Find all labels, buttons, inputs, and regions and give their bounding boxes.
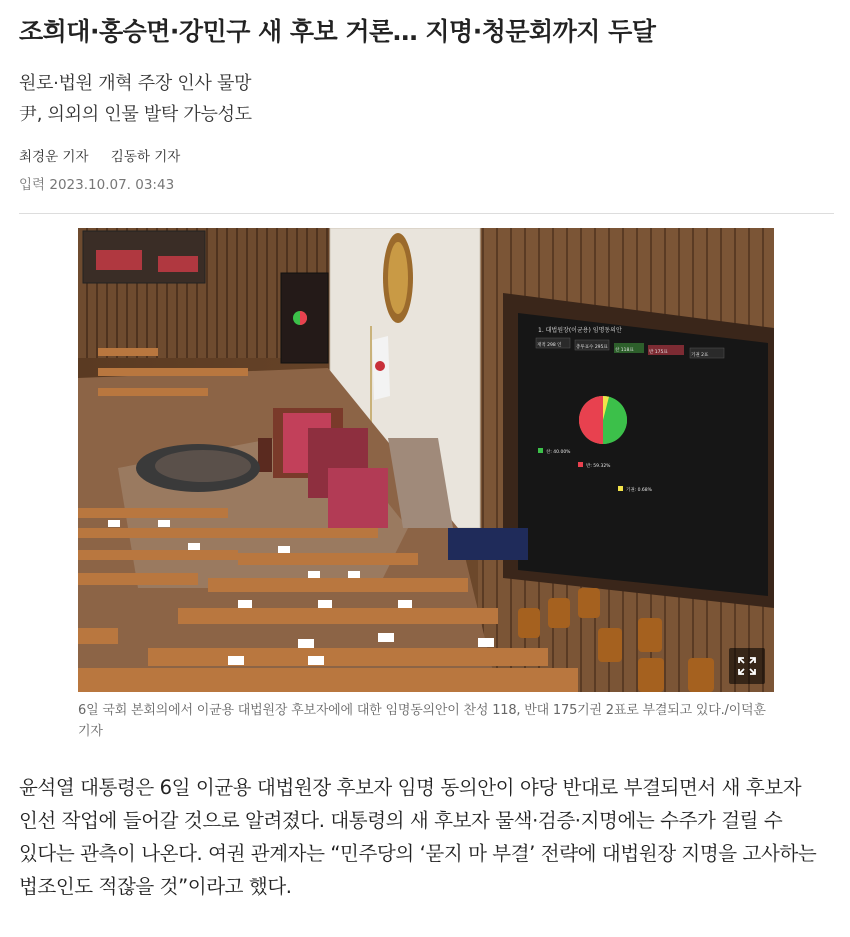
screen-legend-label: 기권: 0.68% bbox=[626, 488, 652, 493]
screen-vote-label: 찬 118표 bbox=[615, 348, 634, 353]
published-date: 입력 2023.10.07. 03:43 bbox=[19, 177, 175, 193]
subheading-2: 尹, 의외의 인물 발탁 가능성도 bbox=[19, 104, 252, 125]
screen-vote-label: 반 175표 bbox=[649, 350, 668, 355]
assembly-hall-illustration bbox=[78, 228, 774, 692]
photo-caption: 6일 국회 본회의에서 이균용 대법원장 후보자에에 대한 임명동의안이 찬성 118, 반대 175기권 2표로 부결되고 있다./이덕훈 기자 bbox=[78, 703, 766, 739]
reporter-link[interactable]: 최경운 기자 bbox=[19, 149, 89, 165]
headline: 조희대·홍승면·강민구 새 후보 거론… 지명·청문회까지 두달 bbox=[19, 17, 656, 46]
reporter-link[interactable]: 김동하 기자 bbox=[110, 149, 181, 165]
screen-vote-label: 재적 298 인 bbox=[537, 343, 562, 348]
screen-vote-label: 기권 2표 bbox=[691, 353, 709, 358]
subheading-1: 원로·법원 개혁 주장 인사 물망 bbox=[19, 73, 252, 94]
expand-icon bbox=[729, 648, 765, 684]
screen-legend-label: 반: 59.32% bbox=[586, 464, 611, 469]
byline bbox=[19, 145, 180, 165]
screen-title: 1. 대법원장(이균용) 임명동의안 bbox=[538, 327, 622, 334]
screen-legend-label: 찬: 40.00% bbox=[546, 450, 571, 455]
screen-vote-label: 총투표수 295표 bbox=[576, 345, 608, 350]
expand-photo-button[interactable] bbox=[729, 648, 765, 684]
article-photo[interactable] bbox=[78, 228, 774, 692]
article-body: 윤석열 대통령은 6일 이균용 대법원장 후보자 임명 동의안이 야당 반대로 부결되면서 새 후보자 인선 작업에 들어갈 것으로 알려졌다. 대통령의 새 후보자 물색·검증·지명에는 수주가 걸릴 수 있다는 관측이 나온다. 여권 관계자는 “민주당의 ‘묻지 마 부결’ 전략에 대법원장 지명을 고사하는 법조인도 적잖을 것”이라고 했다. bbox=[19, 776, 817, 898]
header-divider bbox=[19, 213, 834, 214]
subheadings bbox=[19, 68, 834, 130]
